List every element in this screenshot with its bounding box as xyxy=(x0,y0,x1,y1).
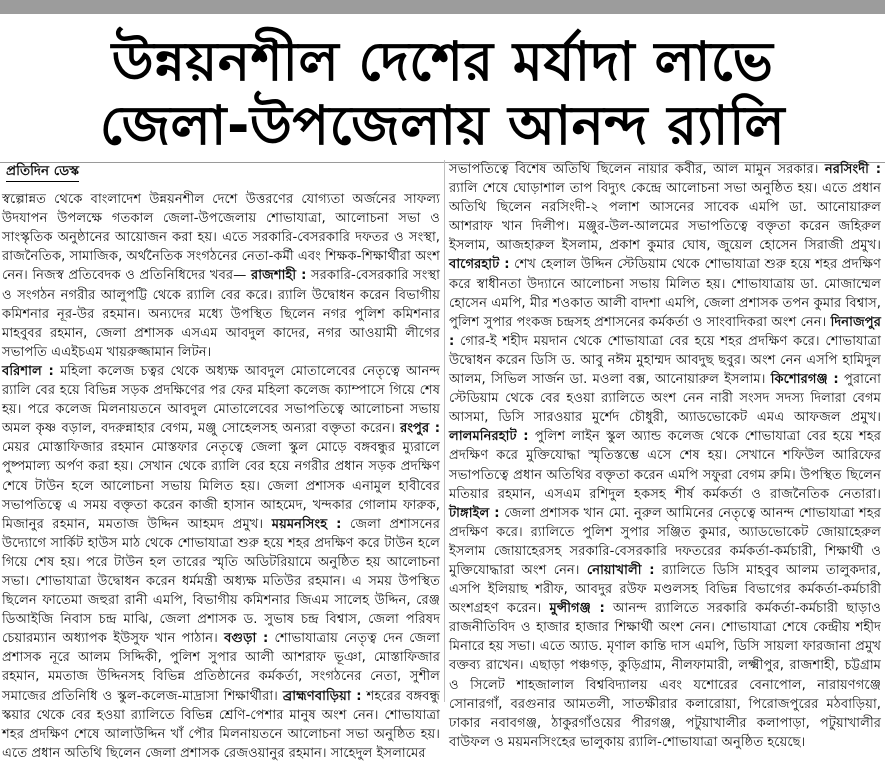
place-name: ব্রাহ্মণবাড়িয়া : xyxy=(282,688,362,704)
place-name: রাজশাহী : xyxy=(250,268,307,284)
paragraph-text: পুলিশ লাইন স্কুল অ্যান্ড কলেজ থেকে শোভাযাত্রা বের হয়ে শহর প্রদক্ষিণ করে মুক্তিযোদ্ধা স্মৃতিস্তম্ভে এসে শেষ হয়। সেখানে শফিউল আরিফের সভাপতিত্বে প্রধান অতিথির বক্তৃতা করেন এমপি সফুরা বেগম রুমি। উপস্থিত ছিলেন মতিয়ার রহমান, এসএম রশিদুল হকসহ শীর্ষ কর্মকর্তা ও রাজনৈতিক নেতারা। xyxy=(449,429,881,502)
paragraph-text: জেলা প্রশাসনের উদ্যোগে সার্কিট হাউস মাঠ থেকে শোভাযাত্রা শুরু হয়ে শহর প্রদক্ষিণ করে টাউন হলে গিয়ে শেষ হয়। পরে টাউন হল তারের স্মৃতি অডিটরিয়ামে অনুষ্ঠিত হয় আলোচনা সভা। শোভাযাত্রা উদ্বোধন করেন ধর্মমন্ত্রী অধ্যক্ষ মতিউর রহমান। এ সময় উপস্থিত ছিলেন ফাতেমা জহুরা রানী এমপি, বিভাগীয় কমিশনার জিএম সালেহ উদ্দিন, রেঞ্জ ডিআইজি নিবাস চন্দ্র মাঝি, জেলা প্রশাসক ড. সুভাষ চন্দ্র বিশ্বাস, জেলা পরিষদ চেয়ারম্যান অধ্যাপক ইউসুফ খান পাঠান। xyxy=(2,516,440,647)
article-column-right xyxy=(449,160,881,750)
paragraph-text: র‍্যালি শেষে ঘোড়াশাল তাপ বিদ্যুৎ কেন্দ্রে আলোচনা সভা অনুষ্ঠিত হয়। এতে প্রধান অতিথি ছিলেন নরসিংদী-২ পলাশ আসনের সাবেক এমপি ডা. আনোয়ারুল আশরাফ খান দিলীপ। মঞ্জুর-উল-আলমের সভাপতিত্বে বক্তৃতা করেন জহিরুল ইসলাম, আজহারুল ইসলাম, প্রকাশ কুমার ঘোষ, জুয়েল হোসেন সিরাজী প্রমুখ। xyxy=(449,181,881,254)
place-name: টাঙ্গাইল : xyxy=(449,505,500,521)
headline xyxy=(0,30,885,158)
paragraph-text: পুরানো স্টেডিয়াম থেকে বের হওয়া র‍্যালিতে অংশ নেন নারী সংসদ সদস্য দিলারা বেগম আসমা, ডিসি সারওয়ার মুর্শেদ চৌধুরী, অ্যাডভোকেট এমএ আফজল প্রমুখ। xyxy=(449,372,881,426)
paragraph-text: আনন্দ র‍্যালিতে সরকারি কর্মকর্তা-কর্মচারী ছাড়াও রাজনীতিবিদ ও হাজার হাজার শিক্ষার্থী অংশ নেন। শোভাযাত্রা শেষে কেন্দ্রীয় শহীদ মিনারে হয় সভা। এতে অ্যাড. মৃণাল কান্তি দাস এমপি, ডিসি সায়লা ফারজানা প্রমুখ বক্তব্য রাখেন। এছাড়া পঞ্চগড়, কুড়িগ্রাম, নীলফামারী, লক্ষ্মীপুর, রাজশাহী, চট্টগ্রাম ও সিলেট শাহজালাল বিশ্ববিদ্যালয় এবং যশোরের বেনাপোল, নারায়ণগঞ্জে সোনারগাঁ, বরগুনার আমতলী, সাতক্ষীরার কলারোয়া, পিরোজপুরের মঠবাড়িয়া, ঢাকার নবাবগঞ্জ, ঠাকুরগাঁওয়ের পীরগঞ্জ, পটুয়াখালীর কলাপাড়া, পটুয়াখালীর বাউফল ও ময়মনসিংহের ভালুকায় র‍্যালি-শোভাযাত্রা অনুষ্ঠিত হয়েছে। xyxy=(449,601,881,750)
column-divider xyxy=(444,160,445,702)
article-column-left xyxy=(2,160,440,761)
place-name: রংপুর : xyxy=(400,421,440,437)
place-name: ময়মনসিংহ : xyxy=(271,516,342,532)
paragraph xyxy=(2,362,440,763)
place-name: মুন্সীগঞ্জ : xyxy=(549,601,605,617)
paragraph xyxy=(449,160,881,752)
paragraph xyxy=(2,190,440,362)
paragraph-text: মেয়র মোস্তাফিজার রহমান মোস্তফার নেতৃত্বে জেলা স্কুল মোড়ে বঙ্গবন্ধুর ম্যুরালে পুষ্পমাল্য অর্পণ করা হয়। সেখান থেকে র‍্যালি বের হয়ে নগরীর প্রধান সড়ক প্রদক্ষিণ শেষে টাউন হলে আলোচনা সভায় মিলিত হয়। জেলা প্রশাসক এনামুল হাবীবের সভাপতিত্বে এ সময় বক্তৃতা করেন কাজী হাসান আহমেদ, খন্দকার গোলাম ফারুক, মিজানুর রহমান, মমতাজ উদ্দিন আহমদ প্রমুখ। xyxy=(2,440,440,532)
paragraph-text: জেলা প্রশাসক খান মো. নুরুল আমিনের নেতৃত্বে আনন্দ শোভাযাত্রা শহর প্রদক্ষিণ করে। র‍্যালিতে পুলিশ সুপার সঞ্জিত কুমার, অ্যাডভোকেট জোয়াহেরুল ইসলাম জোয়াহেরসহ সরকারি-বেসরকারি দফতরের কর্মকর্তা-কর্মচারী, শিক্ষার্থী ও মুক্তিযোদ্ধারা অংশ নেন। xyxy=(449,505,881,578)
headline-line-2: জেলা-উপজেলায় আনন্দ র‍্যালি xyxy=(99,94,786,157)
paragraph-text: সরকারি-বেসরকারি সংস্থা ও সংগঠন নগরীর আলুপট্টি থেকে র‍্যালি বের করে। র‍্যালি উদ্বোধন করেন বিভাগীয় কমিশনার নূর-উর রহমান। অন্যদের মধ্যে উপস্থিত ছিলেন নগর পুলিশ কমিশনার মাহবুবর রহমান, জেলা প্রশাসক এসএম আবদুল কাদের, নগর আওয়ামী লীগের সভাপতি এএইচএম খায়রুজ্জামান লিটন। xyxy=(2,268,440,360)
paragraph-text: গোর-ই শহীদ ময়দান থেকে শোভাযাত্রা বের হয়ে শহর প্রদক্ষিণ করে। শোভাযাত্রা উদ্বোধন করেন ডিসি ড. আবু নঈম মুহাম্মদ আবদুছ ছবুর। অংশ নেন এসপি হামিদুল আলম, সিভিল সার্জন ডা. মওলা বক্স, আনোয়ারুল ইসলাম। xyxy=(449,333,881,388)
place-name: বগুড়া : xyxy=(224,631,269,647)
paragraph-text: সভাপতিত্বে বিশেষ অতিথি ছিলেন নায়ার কবীর, আল মামুন সরকার। xyxy=(449,162,819,177)
place-name: দিনাজপুর : xyxy=(449,314,881,349)
top-gray-bar xyxy=(0,0,885,14)
place-name: নোয়াখালী : xyxy=(586,562,655,578)
headline-line-1: উন্নয়নশীল দেশের মর্যাদা লাভে xyxy=(111,30,774,93)
place-name: বাগেরহাট : xyxy=(449,257,510,273)
place-name: কিশোরগঞ্জ : xyxy=(770,372,839,388)
place-name: বরিশাল : xyxy=(2,363,54,379)
paragraph-text: শোভাযাত্রায় নেতৃত্ব দেন জেলা প্রশাসক নূরে আলম সিদ্দিকী, পুলিশ সুপার আলী আশরাফ ভূঞা, মোস্তাফিজার রহমান, মমতাজ উদ্দিনসহ বিভিন্ন প্রতিষ্ঠানের কর্মকর্তা, সংগঠনের নেতা, সুশীল সমাজের প্রতিনিধি ও স্কুল-কলেজ-মাদ্রাসা শিক্ষার্থীরা। xyxy=(2,631,440,704)
paragraph-text: শেখ হেলাল উদ্দিন স্টেডিয়াম থেকে শোভাযাত্রা শুরু হয়ে শহর প্রদক্ষিণ করে স্বাধীনতা উদ্যানে আলোচনা সভায় মিলিত হয়। শোভাযাত্রায় ডা. মোজাম্মেল হোসেন এমপি, মীর শওকাত আলী বাদশা এমপি, জেলা প্রশাসক তপন কুমার বিশ্বাস, পুলিশ সুপার পংকজ চন্দ্রসহ প্রশাসনের কর্মকর্তা ও সাংবাদিকরা অংশ নেন। xyxy=(449,257,881,330)
place-name: লালমনিরহাট : xyxy=(449,429,529,445)
paragraph-text: স্বল্পোন্নত থেকে বাংলাদেশ উন্নয়নশীল দেশে উত্তরণের যোগ্যতা অর্জনের সাফল্য উদযাপন উপলক্ষে গতকাল জেলা-উপজেলায় শোভাযাত্রা, আলোচনা সভা ও সাংস্কৃতিক অনুষ্ঠানের আয়োজন করা হয়। এতে সরকারি-বেসরকারি দফতর ও সংস্থা, রাজনৈতিক, সামাজিক, অর্থনৈতিক সংগঠনের নেতা-কর্মী এবং শিক্ষক-শিক্ষার্থীরা অংশ নেন। নিজস্ব প্রতিবেদক ও প্রতিনিধিদের খবর— xyxy=(2,192,440,284)
byline: প্রতিদিন ডেস্ক xyxy=(6,162,79,182)
paragraph-text: মহিলা কলেজ চত্বর থেকে অধ্যক্ষ আবদুল মোতালেবের নেতৃত্বে আনন্দ র‍্যালি বের হয়ে বিভিন্ন সড়ক প্রদক্ষিণের পর ফের মহিলা কলেজ ক্যাম্পাসে গিয়ে শেষ হয়। পরে কলেজ মিলনায়তনে আবদুল মোতালেবের সভাপতিত্বে আলোচনা সভায় অমল কৃষ্ণ বড়াল, বদরুন্নাহার বেগম, মঞ্জু সোহেলসহ অন্যরা বক্তৃতা করেন। xyxy=(2,363,440,437)
place-name: নরসিংদী : xyxy=(824,162,881,177)
paragraph-text: র‍্যালিতে ডিসি মাহবুব আলম তালুকদার, এসপি ইলিয়াছ শরীফ, আবদুর রউফ মণ্ডলসহ বিভিন্ন বিভাগের কর্মকর্তা-কর্মচারী অংশগ্রহণ করেন। xyxy=(449,562,881,617)
paragraph-text: শহরের বঙ্গবন্ধু স্কয়ার থেকে বের হওয়া র‍্যালিতে বিভিন্ন শ্রেণি-পেশার মানুষ অংশ নেন। শোভাযাত্রা শহর প্রদক্ষিণ শেষে আলাউদ্দিন খাঁ পৌর মিলনায়তনে আলোচনা সভা অনুষ্ঠিত হয়। এতে প্রধান অতিথি ছিলেন জেলা প্রশাসক রেজওয়ানুর রহমান। সাহেদুল ইসলামের xyxy=(2,688,440,761)
